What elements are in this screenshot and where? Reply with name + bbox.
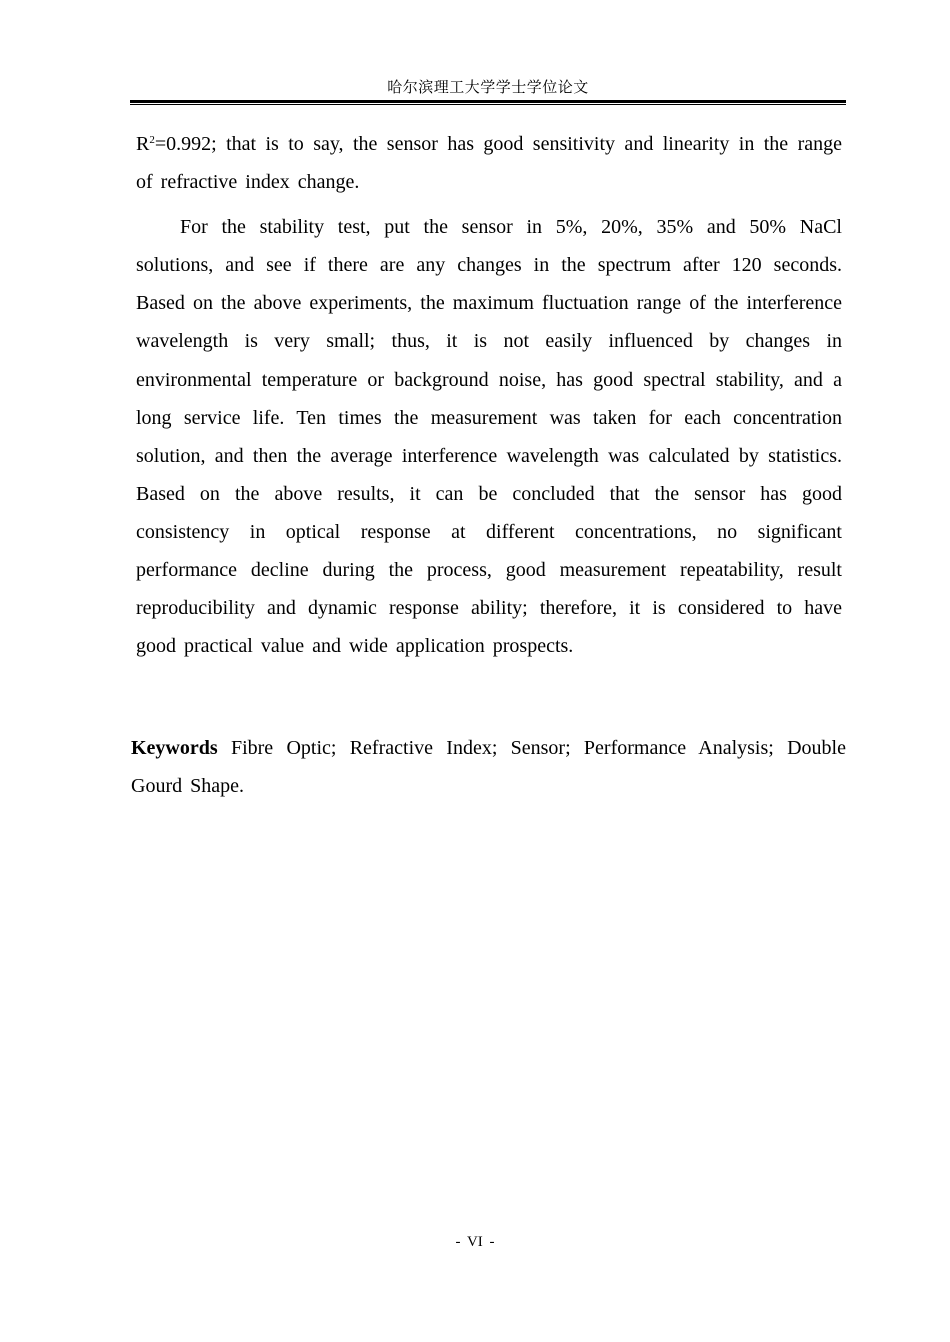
running-header: 哈尔滨理工大学学士学位论文	[387, 80, 589, 96]
superscript-2: 2	[149, 134, 155, 146]
body-text	[136, 125, 842, 665]
paragraph-1	[136, 125, 842, 201]
keywords-text: Fibre Optic; Refractive Index; Sensor; Performance Analysis; Double Gourd Shape.	[131, 737, 846, 797]
paragraph-2: For the stability test, put the sensor in 5%, 20%, 35% and 50% NaCl solutions, and see if there are any changes in the spectrum after 120 seconds. Based on the above experiments, the maximum fluctuation range of the interference wavelength is very small; thus, it is not easily influenced by changes in environmental temperature or background noise, has good spectral stability, and a long service life. Ten times the measurement was taken for each concentration solution, and then the average interference wavelength was calculated by statistics. Based on the above results, it can be concluded that the sensor has good consistency in optical response at different concentrations, no significant performance decline during the process, good measurement repeatability, result reproducibility and dynamic response ability; therefore, it is considered to have good practical value and wide application prospects.	[136, 216, 842, 658]
keywords-label: Keywords	[131, 737, 218, 759]
page-number: - VI -	[455, 1234, 495, 1250]
paragraph-1-text: =0.992; that is to say, the sensor has good sensitivity and linearity in the range of refractive index change.	[136, 133, 842, 194]
r-squared-symbol: R	[136, 133, 150, 155]
keywords-line	[131, 729, 846, 805]
header-rule-thin	[130, 104, 846, 105]
header-rule-thick	[130, 100, 846, 103]
